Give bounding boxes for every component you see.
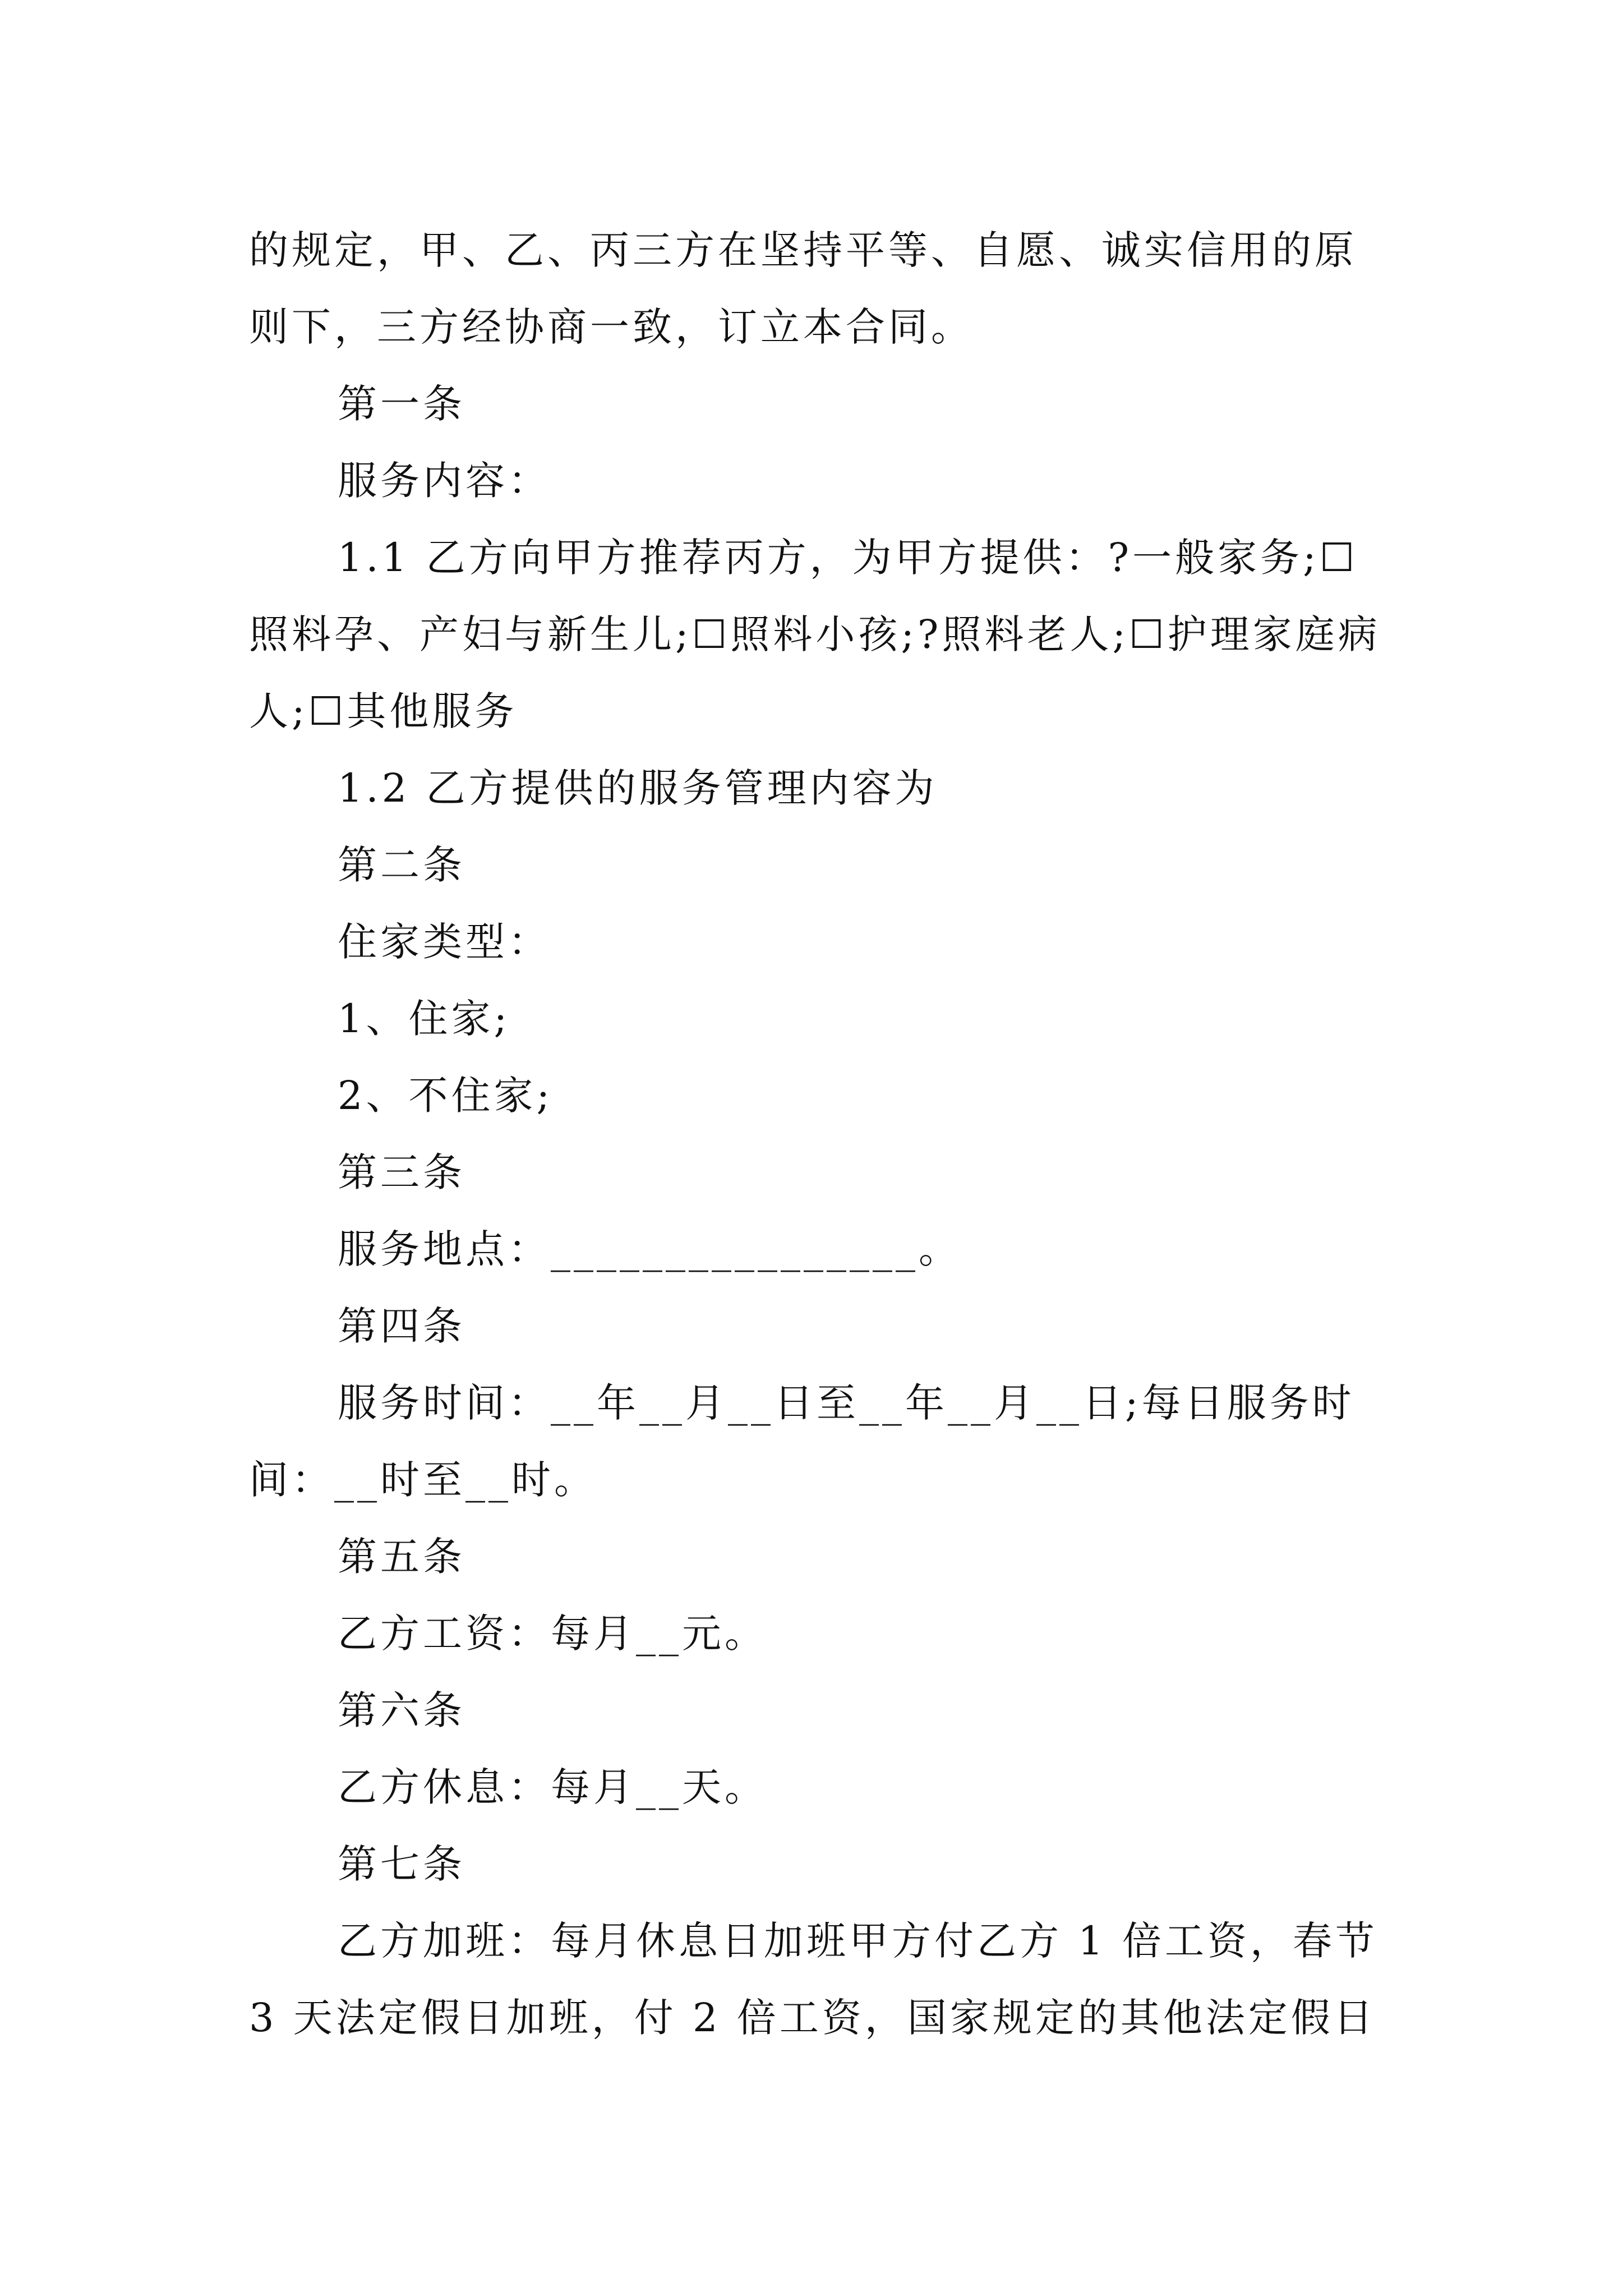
article-4-heading: 第四条 <box>338 1303 465 1349</box>
article-7-heading: 第七条 <box>338 1841 465 1887</box>
rest-clause: 乙方休息：每月__天。 <box>338 1764 767 1810</box>
clause-1-1: 1.1 乙方向甲方推荐丙方，为甲方提供：?一般家务;☐照料孕、产妇与新生儿;☐照料小孩;?照料老人;☐护理家庭病人;☐其他服务 <box>249 535 1381 734</box>
residence-option-2: 2、不住家; <box>338 1073 554 1119</box>
service-content-label: 服务内容： <box>338 458 551 504</box>
article-3-heading: 第三条 <box>338 1149 465 1195</box>
overtime-clause: 乙方加班：每月休息日加班甲方付乙方 1 倍工资，春节 3 天法定假日加班，付 2 倍工资，国家规定的其他法定假日 <box>249 1918 1378 2041</box>
service-location: 服务地点：________________。 <box>338 1226 961 1272</box>
wage-clause: 乙方工资：每月__元。 <box>338 1611 767 1657</box>
article-2-heading: 第二条 <box>338 842 465 888</box>
article-6-heading: 第六条 <box>338 1687 465 1733</box>
article-1-heading: 第一条 <box>338 381 465 427</box>
paragraph-intro: 的规定，甲、乙、丙三方在坚持平等、自愿、诚实信用的原则下，三方经协商一致，订立本合同。 <box>249 227 1357 350</box>
clause-1-2: 1.2 乙方提供的服务管理内容为 <box>338 765 938 811</box>
residence-type-label: 住家类型： <box>338 919 551 965</box>
service-time: 服务时间：__年__月__日至__年__月__日;每日服务时间：__时至__时。 <box>249 1380 1355 1503</box>
document-body <box>249 212 1387 2056</box>
residence-option-1: 1、住家; <box>338 996 511 1042</box>
article-5-heading: 第五条 <box>338 1534 465 1580</box>
